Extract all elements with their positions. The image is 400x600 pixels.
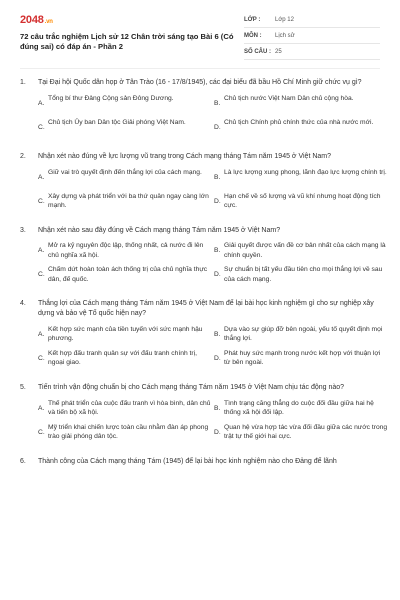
option-letter: D. [214, 271, 221, 279]
meta-row-subject [244, 28, 380, 44]
question-text [20, 152, 385, 162]
answer-option[interactable] [38, 94, 212, 114]
question-body: Thành công của Cách mạng tháng Tám (1945) để lại bài học kinh nghiệm nào cho Đảng để lãnh [38, 457, 337, 465]
answer-option[interactable] [38, 423, 212, 443]
question-body: Tiến trình vận động chuẩn bị cho Cách mạng tháng Tám năm 1945 ở Việt Nam chịu tác động nào? [38, 383, 345, 391]
meta-label: LỚP : [244, 16, 261, 23]
option-text: Chủ tịch nước Việt Nam Dân chủ cộng hòa. [224, 94, 354, 102]
option-letter: A. [38, 247, 45, 255]
option-text: Chủ tịch Chính phủ chính thức của nhà nước mới. [224, 118, 374, 126]
option-letter: B. [214, 99, 221, 107]
question-item [20, 226, 385, 286]
answer-option[interactable] [214, 399, 388, 419]
question-number: 3. [20, 226, 26, 234]
answer-option[interactable] [214, 94, 388, 114]
question-item [20, 457, 385, 467]
option-text: Kết hợp đấu tranh quân sự với đấu tranh chính trị, ngoại giao. [48, 349, 197, 367]
answer-option[interactable] [214, 192, 388, 212]
option-letter: B. [214, 404, 221, 412]
answer-option[interactable] [214, 241, 388, 261]
answer-option[interactable] [214, 118, 388, 138]
answer-option[interactable] [214, 265, 388, 285]
option-text: Chấm dứt hoàn toàn ách thống trị của chủ nghĩa thực dân, đế quốc. [48, 266, 208, 283]
answer-option[interactable] [38, 192, 212, 212]
option-letter: D. [214, 123, 221, 131]
meta-label: MÔN : [244, 32, 262, 39]
answer-option[interactable] [214, 423, 388, 443]
answer-option[interactable] [214, 325, 388, 345]
option-text: Phát huy sức mạnh trong nước kết hợp với thuận lợi từ bên ngoài. [224, 349, 381, 367]
question-number: 4. [20, 300, 26, 308]
question-text [20, 383, 385, 393]
meta-table [244, 12, 380, 60]
answer-option[interactable] [214, 168, 388, 188]
question-text [20, 457, 385, 467]
option-text: Dựa vào sự giúp đỡ bên ngoài, yếu tố quyết định mọi thắng lợi. [224, 325, 383, 343]
question-number: 1. [20, 79, 26, 86]
option-text: Tình trạng căng thẳng do cuộc đối đầu giữa hai hệ thống xã hội đối lập. [224, 399, 374, 417]
question-text [20, 226, 385, 236]
option-text: Giải quyết được vấn đề cơ bản nhất của cách mạng là chính quyền. [224, 242, 386, 259]
logo-text: 2048 [20, 14, 44, 26]
answer-option[interactable] [38, 241, 212, 261]
answer-option[interactable] [38, 399, 212, 419]
question-item [20, 383, 388, 443]
header-divider [20, 68, 380, 69]
question-number: 6. [20, 457, 26, 465]
meta-value: Lớp 12 [275, 16, 294, 23]
option-letter: D. [214, 197, 221, 205]
question-text [20, 299, 385, 319]
question-list [20, 78, 388, 481]
option-text: Hạn chế về số lượng và vũ khí nhưng hoạt động tích cực. [224, 192, 381, 210]
option-letter: A. [38, 404, 45, 412]
option-letter: D. [214, 428, 221, 436]
question-number: 5. [20, 383, 26, 391]
logo-suffix: .vn [44, 19, 53, 25]
answer-options [38, 94, 385, 138]
question-number: 2. [20, 152, 26, 160]
option-letter: B. [214, 247, 221, 255]
answer-options [38, 168, 385, 212]
question-body: Nhận xét nào đúng về lực lượng vũ trang trong Cách mạng tháng Tám năm 1945 ở Việt Nam? [38, 152, 332, 160]
question-body: Thắng lợi của Cách mạng tháng Tám năm 1945 ở Việt Nam để lại bài học kinh nghiệm gì cho sự nghiệp xây dựng và bảo vệ Tổ quốc hiện nay? [38, 300, 374, 318]
answer-options [38, 399, 388, 443]
question-item [20, 78, 385, 138]
option-text: Chủ tịch Ủy ban Dân tộc Giải phóng Việt Nam. [48, 118, 186, 126]
option-letter: D. [214, 354, 221, 362]
option-text: Kết hợp sức mạnh của tiền tuyến với sức mạnh hậu phương. [48, 325, 203, 343]
answer-options [38, 325, 385, 369]
option-letter: C. [38, 354, 45, 362]
meta-value: Lịch sử [275, 32, 295, 39]
option-text: Mỹ triển khai chiến lược toàn cầu nhằm đàn áp phong trào giải phóng dân tộc. [48, 423, 209, 441]
meta-row-count [244, 44, 380, 60]
question-item [20, 299, 385, 369]
document-title: 72 câu trắc nghiệm Lịch sử 12 Chân trời sáng tạo Bài 6 (Có đúng sai) có đáp án - Phần 2 [20, 32, 234, 51]
option-text: Giữ vai trò quyết định đến thắng lợi của cách mạng. [48, 168, 202, 176]
option-text: Là lực lượng xung phong, lãnh đạo lực lượng chính trị. [224, 168, 387, 176]
answer-option[interactable] [214, 349, 388, 369]
question-text [20, 78, 385, 88]
option-text: Mở ra kỷ nguyên độc lập, thống nhất, cả nước đi lên chủ nghĩa xã hội. [48, 242, 204, 259]
answer-options [38, 241, 385, 285]
option-letter: A. [38, 99, 45, 107]
option-letter: B. [214, 330, 221, 338]
option-letter: C. [38, 197, 45, 205]
option-text: Tổng bí thư Đảng Cộng sản Đông Dương. [48, 94, 174, 102]
meta-value: 25 [275, 48, 282, 55]
option-text: Quan hệ vừa hợp tác vừa đối đầu giữa các nước trong trật tự thế giới hai cực. [224, 423, 388, 441]
document-header [20, 12, 380, 64]
option-letter: C. [38, 271, 45, 279]
question-body: Nhận xét nào sau đây đúng về Cách mạng tháng Tám năm 1945 ở Việt Nam? [38, 226, 281, 234]
option-text: Thế phát triển của cuộc đấu tranh vì hòa bình, dân chủ và tiến bộ xã hội. [48, 399, 211, 417]
answer-option[interactable] [38, 325, 212, 345]
option-letter: C. [38, 123, 45, 131]
question-body: Tại Đại hội Quốc dân họp ở Tân Trào (16 - 17/8/1945), các đại biểu đã bầu Hồ Chí Minh giữ chức vụ gì? [38, 79, 362, 86]
option-letter: C. [38, 428, 45, 436]
question-item [20, 152, 385, 212]
answer-option[interactable] [38, 349, 212, 369]
meta-label: SỐ CÂU : [244, 48, 271, 55]
answer-option[interactable] [38, 118, 212, 138]
answer-option[interactable] [38, 265, 212, 285]
answer-option[interactable] [38, 168, 212, 188]
option-letter: A. [38, 330, 45, 338]
option-text: Sự chuẩn bị tất yếu đầu tiên cho mọi thắng lợi về sau của cách mạng. [224, 266, 383, 283]
option-letter: A. [38, 173, 45, 181]
option-text: Xây dựng và phát triển với ba thứ quân ngay càng lớn mạnh. [48, 192, 209, 210]
meta-row-class [244, 12, 380, 28]
site-logo[interactable] [20, 14, 53, 26]
option-letter: B. [214, 173, 221, 181]
